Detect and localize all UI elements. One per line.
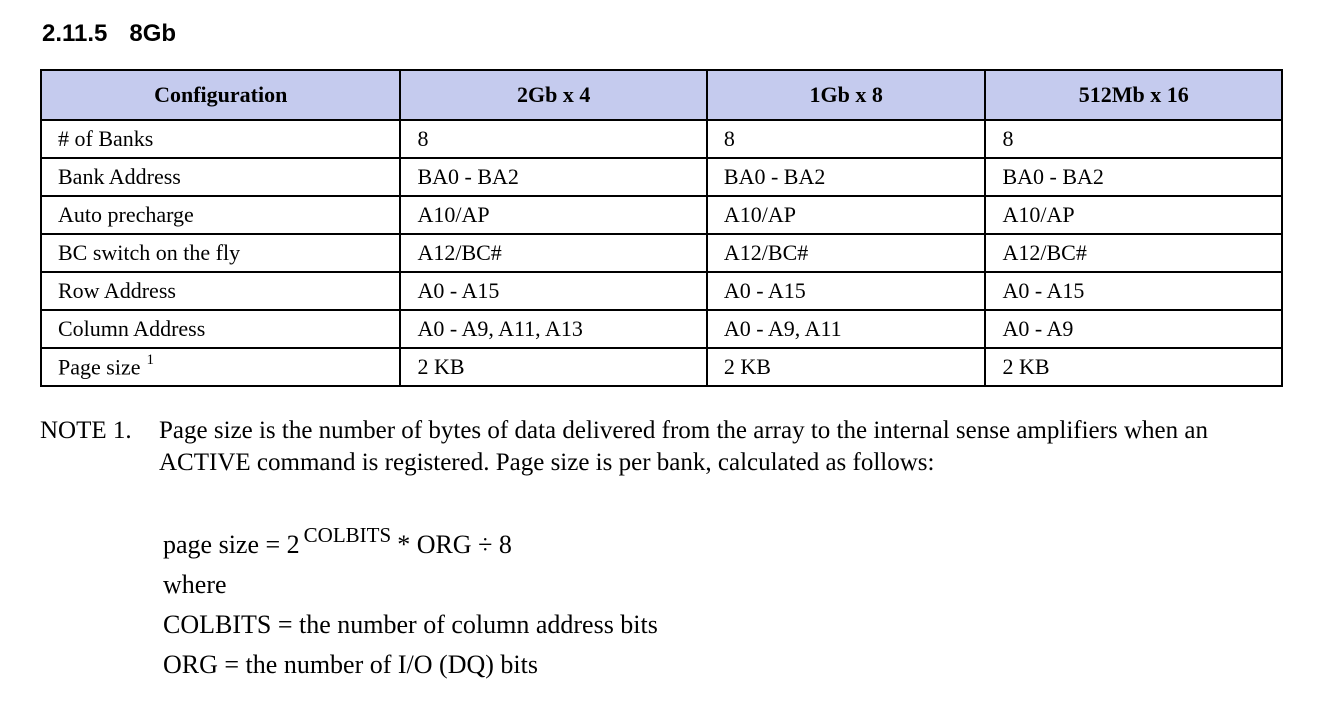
formula-definition-org: ORG = the number of I/O (DQ) bits	[163, 650, 538, 679]
row-label-cell	[41, 348, 400, 386]
table-cell: BA0 - BA2	[400, 158, 706, 196]
row-label: Auto precharge	[41, 196, 400, 234]
header-1gb-x8: 1Gb x 8	[707, 70, 986, 120]
table-cell: 8	[400, 120, 706, 158]
table-cell: A0 - A9	[985, 310, 1282, 348]
table-cell: 2 KB	[985, 348, 1282, 386]
row-label: BC switch on the fly	[41, 234, 400, 272]
table-cell: 8	[707, 120, 986, 158]
table-row	[41, 272, 1282, 310]
formula-equation	[163, 515, 658, 565]
table-cell: A12/BC#	[400, 234, 706, 272]
header-512mb-x16: 512Mb x 16	[985, 70, 1282, 120]
section-heading	[42, 18, 176, 50]
table-cell: A10/AP	[985, 196, 1282, 234]
formula-exponent: COLBITS	[303, 523, 392, 547]
header-2gb-x4: 2Gb x 4	[400, 70, 706, 120]
section-number: 2.11.5	[42, 20, 108, 47]
row-label: Page size	[58, 354, 141, 380]
note-text	[159, 415, 1289, 479]
table-row	[41, 348, 1282, 386]
table-cell: A10/AP	[400, 196, 706, 234]
formula-where: where	[163, 570, 227, 599]
note-line: ACTIVE command is registered. Page size is per bank, calculated as follows:	[159, 449, 935, 476]
row-label: Bank Address	[41, 158, 400, 196]
footnote-marker: 1	[146, 351, 154, 368]
formula-definition-colbits: COLBITS = the number of column address bits	[163, 610, 658, 639]
table-row	[41, 310, 1282, 348]
table-cell: A0 - A15	[707, 272, 986, 310]
table-cell: 8	[985, 120, 1282, 158]
table-row	[41, 196, 1282, 234]
row-label: # of Banks	[41, 120, 400, 158]
table-header-row	[41, 70, 1282, 120]
table-row	[41, 158, 1282, 196]
table-cell: A10/AP	[707, 196, 986, 234]
page-size-formula	[163, 515, 658, 685]
note-line: Page size is the number of bytes of data delivered from the array to the internal sense amplifiers when an	[159, 417, 1208, 444]
table-row	[41, 234, 1282, 272]
row-label: Column Address	[41, 310, 400, 348]
addressing-table	[40, 69, 1283, 387]
table-cell: BA0 - BA2	[707, 158, 986, 196]
table-row	[41, 120, 1282, 158]
table-cell: A12/BC#	[707, 234, 986, 272]
formula-rhs: * ORG ÷ 8	[397, 530, 512, 559]
formula-lhs: page size = 2	[163, 530, 300, 559]
table-cell: BA0 - BA2	[985, 158, 1282, 196]
header-configuration: Configuration	[41, 70, 400, 120]
table-cell: A0 - A9, A11, A13	[400, 310, 706, 348]
table-cell: A0 - A15	[400, 272, 706, 310]
table-cell: A12/BC#	[985, 234, 1282, 272]
row-label: Row Address	[41, 272, 400, 310]
note-label: NOTE 1.	[40, 417, 132, 444]
table-cell: A0 - A9, A11	[707, 310, 986, 348]
table-cell: A0 - A15	[985, 272, 1282, 310]
section-title: 8Gb	[129, 20, 177, 47]
table-cell: 2 KB	[707, 348, 986, 386]
table-cell: 2 KB	[400, 348, 706, 386]
